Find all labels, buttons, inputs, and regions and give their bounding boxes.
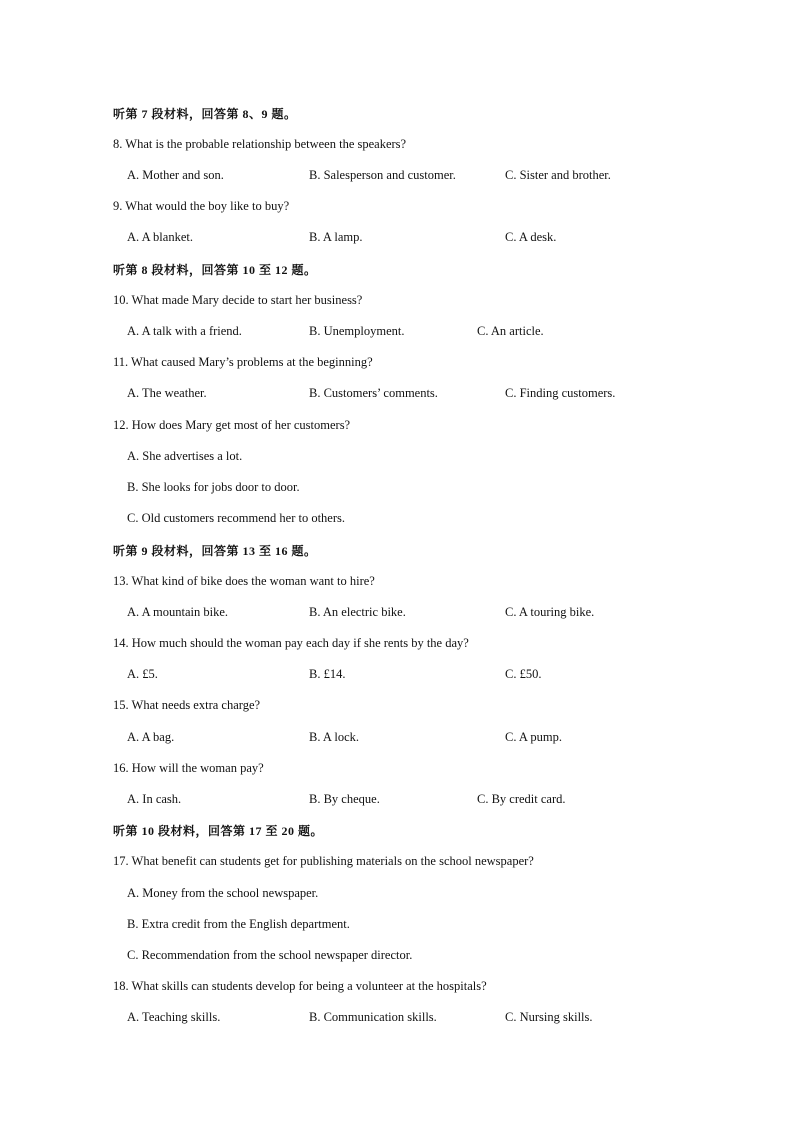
options-18 <box>0 1007 794 1027</box>
question-text: 9. What would the boy like to buy? <box>113 199 290 213</box>
option-17c[interactable] <box>0 945 794 965</box>
option-a[interactable]: A. £5. <box>127 667 158 681</box>
option-c[interactable]: C. By credit card. <box>477 792 566 806</box>
section-text: 听第 7 段材料，回答第 8、9 题。 <box>113 107 297 121</box>
question-12 <box>0 415 794 435</box>
option-b[interactable]: B. Unemployment. <box>309 324 405 338</box>
options-14 <box>0 664 794 684</box>
section-heading-10 <box>0 821 794 841</box>
question-17 <box>0 851 794 871</box>
question-text: 17. What benefit can students get for publishing materials on the school newspaper? <box>113 854 534 868</box>
question-15 <box>0 695 794 715</box>
option-a[interactable]: A. The weather. <box>127 386 207 400</box>
question-text: 18. What skills can students develop for being a volunteer at the hospitals? <box>113 979 487 993</box>
option-a[interactable]: A. A mountain bike. <box>127 605 229 619</box>
option-c[interactable]: C. £50. <box>505 667 542 681</box>
section-heading-7 <box>0 104 794 124</box>
option-c[interactable]: C. Sister and brother. <box>505 168 611 182</box>
option-a[interactable]: A. A bag. <box>127 730 175 744</box>
question-16 <box>0 758 794 778</box>
section-text: 听第 8 段材料，回答第 10 至 12 题。 <box>113 263 317 277</box>
question-9 <box>0 196 794 216</box>
question-13 <box>0 571 794 591</box>
option-a[interactable]: A. She advertises a lot. <box>127 449 243 463</box>
option-12a[interactable] <box>0 446 794 466</box>
option-b[interactable]: B. Extra credit from the English department. <box>127 917 350 931</box>
option-a[interactable]: A. Mother and son. <box>127 168 224 182</box>
option-b[interactable]: B. Communication skills. <box>309 1010 437 1024</box>
option-b[interactable]: B. Salesperson and customer. <box>309 168 456 182</box>
option-c[interactable]: C. An article. <box>477 324 544 338</box>
options-10 <box>0 321 794 341</box>
question-text: 10. What made Mary decide to start her business? <box>113 293 363 307</box>
question-8 <box>0 134 794 154</box>
options-15 <box>0 727 794 747</box>
question-text: 13. What kind of bike does the woman want to hire? <box>113 574 375 588</box>
option-c[interactable]: C. A touring bike. <box>505 605 595 619</box>
question-10 <box>0 290 794 310</box>
option-17a[interactable] <box>0 883 794 903</box>
options-9 <box>0 227 794 247</box>
option-b[interactable]: B. A lock. <box>309 730 360 744</box>
options-13 <box>0 602 794 622</box>
option-c[interactable]: C. A pump. <box>505 730 562 744</box>
option-a[interactable]: A. Money from the school newspaper. <box>127 886 319 900</box>
question-14 <box>0 633 794 653</box>
option-c[interactable]: C. A desk. <box>505 230 557 244</box>
option-c[interactable]: C. Nursing skills. <box>505 1010 593 1024</box>
option-b[interactable]: B. £14. <box>309 667 346 681</box>
question-text: 15. What needs extra charge? <box>113 698 261 712</box>
options-16 <box>0 789 794 809</box>
question-18 <box>0 976 794 996</box>
section-heading-9 <box>0 541 794 561</box>
options-11 <box>0 383 794 403</box>
option-b[interactable]: B. She looks for jobs door to door. <box>127 480 300 494</box>
question-11 <box>0 352 794 372</box>
section-text: 听第 9 段材料，回答第 13 至 16 题。 <box>113 544 317 558</box>
question-text: 8. What is the probable relationship between the speakers? <box>113 137 407 151</box>
question-text: 11. What caused Mary’s problems at the beginning? <box>113 355 373 369</box>
option-c[interactable]: C. Recommendation from the school newspaper director. <box>127 948 413 962</box>
section-text: 听第 10 段材料，回答第 17 至 20 题。 <box>113 824 324 838</box>
option-b[interactable]: B. An electric bike. <box>309 605 406 619</box>
option-17b[interactable] <box>0 914 794 934</box>
option-12b[interactable] <box>0 477 794 497</box>
option-a[interactable]: A. A blanket. <box>127 230 193 244</box>
option-b[interactable]: B. By cheque. <box>309 792 380 806</box>
option-a[interactable]: A. A talk with a friend. <box>127 324 242 338</box>
question-text: 14. How much should the woman pay each day if she rents by the day? <box>113 636 469 650</box>
option-c[interactable]: C. Old customers recommend her to others. <box>127 511 346 525</box>
option-c[interactable]: C. Finding customers. <box>505 386 616 400</box>
options-8 <box>0 165 794 185</box>
option-b[interactable]: B. Customers’ comments. <box>309 386 438 400</box>
option-a[interactable]: A. Teaching skills. <box>127 1010 221 1024</box>
option-b[interactable]: B. A lamp. <box>309 230 363 244</box>
section-heading-8 <box>0 260 794 280</box>
question-text: 16. How will the woman pay? <box>113 761 264 775</box>
option-a[interactable]: A. In cash. <box>127 792 182 806</box>
question-text: 12. How does Mary get most of her customers? <box>113 418 351 432</box>
option-12c[interactable] <box>0 508 794 528</box>
